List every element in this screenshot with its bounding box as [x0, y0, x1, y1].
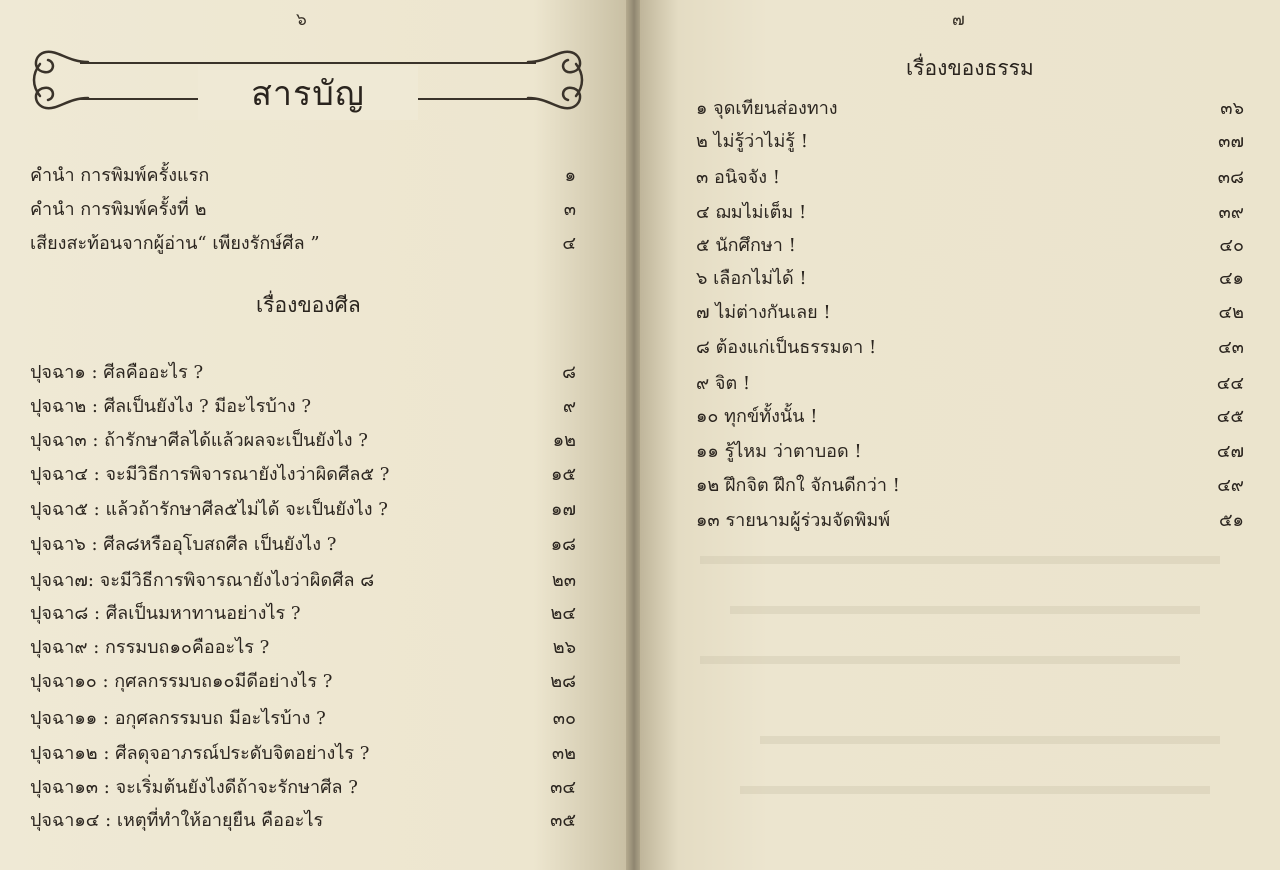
toc-title-banner	[28, 40, 588, 120]
toc-item: ๖ เลือกไม่ได้ !	[696, 268, 807, 289]
toc-item: ๑ จุดเทียนส่องทาง	[696, 98, 838, 119]
page-number-right: ๗	[952, 10, 965, 30]
toc-item-page: ๓๒	[551, 743, 576, 764]
preface-item: คำนำ การพิมพ์ครั้งที่ ๒	[30, 199, 207, 220]
right-page	[640, 0, 1280, 870]
toc-item-page: ๔๒	[1218, 302, 1244, 323]
toc-item: ปุจฉา๘ : ศีลเป็นมหาทานอย่างไร ?	[30, 603, 301, 624]
toc-title: สารบัญ	[198, 66, 418, 120]
toc-item-page: ๒๔	[550, 603, 576, 624]
toc-item: ปุจฉา๑๑ : อกุศลกรรมบถ มีอะไรบ้าง ?	[30, 708, 326, 729]
toc-item-page: ๑๘	[550, 534, 576, 555]
title-rule-top	[80, 62, 536, 64]
toc-item-page: ๒๘	[550, 671, 576, 692]
toc-item: ๑๒ ฝึกจิต ฝึกใ จักนดีกว่า !	[696, 475, 900, 496]
toc-item: ปุจฉา๔ : จะมีวิธีการพิจารณายังไงว่าผิดศีล๕ ?	[30, 464, 390, 485]
left-page	[0, 0, 628, 870]
toc-item-page: ๔๙	[1217, 475, 1244, 496]
toc-item: ปุจฉา๕ : แล้วถ้ารักษาศีล๕ไม่ได้ จะเป็นยังไง ?	[30, 499, 388, 520]
toc-item-page: ๓๘	[1217, 167, 1244, 188]
toc-item: ปุจฉา๙ : กรรมบถ๑๐คืออะไร ?	[30, 637, 270, 658]
toc-item: ๗ ไม่ต่างกันเลย !	[696, 302, 831, 323]
toc-item: ปุจฉา๗: จะมีวิธีการพิจารณายังไงว่าผิดศีล ๘	[30, 570, 375, 591]
section-heading-dhamma: เรื่องของธรรม	[906, 56, 1034, 80]
toc-item: ๒ ไม่รู้ว่าไม่รู้ !	[696, 131, 808, 152]
ornament-left-icon	[28, 40, 98, 120]
toc-item-page: ๓๗	[1218, 131, 1244, 152]
toc-item-page: ๓๔	[550, 777, 576, 798]
toc-item-page: ๙	[562, 396, 576, 417]
toc-item-page: ๒๓	[551, 570, 576, 591]
page-number-left: ๖	[296, 10, 307, 30]
toc-item-page: ๒๖	[552, 637, 576, 658]
toc-item: ปุจฉา๒ : ศีลเป็นยังไง ? มีอะไรบ้าง ?	[30, 396, 312, 417]
ornament-right-icon	[518, 40, 588, 120]
toc-item-page: ๔๗	[1216, 441, 1244, 462]
toc-item-page: ๑๗	[551, 499, 576, 520]
toc-item-page: ๓๐	[552, 708, 576, 729]
toc-item: ปุจฉา๓ : ถ้ารักษาศีลได้แล้วผลจะเป็นยังไง ?	[30, 430, 368, 451]
toc-item: ๑๐ ทุกข์ทั้งนั้น !	[696, 406, 818, 427]
toc-item-page: ๓๙	[1218, 202, 1244, 223]
toc-item: ปุจฉา๑๓ : จะเริ่มต้นยังไงดีถ้าจะรักษาศีล ?	[30, 777, 358, 798]
toc-item: ๑๑ รู้ไหม ว่าตาบอด !	[696, 441, 862, 462]
toc-item: ปุจฉา๑ : ศีลคืออะไร ?	[30, 362, 204, 383]
toc-item: ปุจฉา๑๔ : เหตุที่ทำให้อายุยืน คืออะไร	[30, 810, 324, 831]
toc-item: ๑๓ รายนามผู้ร่วมจัดพิมพ์	[696, 510, 891, 531]
preface-page: ๑	[564, 165, 576, 186]
toc-item: ปุจฉา๑๐ : กุศลกรรมบถ๑๐มีดีอย่างไร ?	[30, 671, 333, 692]
toc-item: ๕ นักศึกษา !	[696, 235, 796, 256]
toc-item-page: ๘	[562, 362, 576, 383]
toc-item-page: ๓๖	[1220, 98, 1244, 119]
preface-page: ๓	[563, 199, 576, 220]
toc-item-page: ๔๑	[1218, 268, 1244, 289]
toc-item: ปุจฉา๑๒ : ศีลดุจอาภรณ์ประดับจิตอย่างไร ?	[30, 743, 370, 764]
toc-item-page: ๔๐	[1219, 235, 1244, 256]
toc-item: ๙ จิต !	[696, 373, 751, 394]
toc-item: ปุจฉา๖ : ศีล๘หรืออุโบสถศีล เป็นยังไง ?	[30, 534, 337, 555]
preface-item: คำนำ การพิมพ์ครั้งแรก	[30, 165, 210, 186]
toc-item: ๓ อนิจจัง !	[696, 167, 780, 188]
section-heading-sila: เรื่องของศีล	[256, 293, 361, 317]
toc-item-page: ๔๓	[1218, 337, 1244, 358]
toc-item: ๘ ต้องแก่เป็นธรรมดา !	[696, 337, 877, 358]
toc-item-page: ๔๕	[1216, 406, 1244, 427]
show-through-texture	[700, 540, 1240, 840]
preface-page: ๔	[562, 233, 576, 254]
toc-item-page: ๔๔	[1216, 373, 1244, 394]
toc-item-page: ๕๑	[1218, 510, 1244, 531]
toc-item-page: ๓๕	[550, 810, 576, 831]
toc-item: ๔ ฌมไม่เต็ม !	[696, 202, 807, 223]
preface-item: เสียงสะท้อนจากผู้อ่าน“ เพียงรักษ์ศีล ”	[30, 233, 320, 254]
toc-item-page: ๑๒	[552, 430, 576, 451]
toc-item-page: ๑๕	[550, 464, 576, 485]
